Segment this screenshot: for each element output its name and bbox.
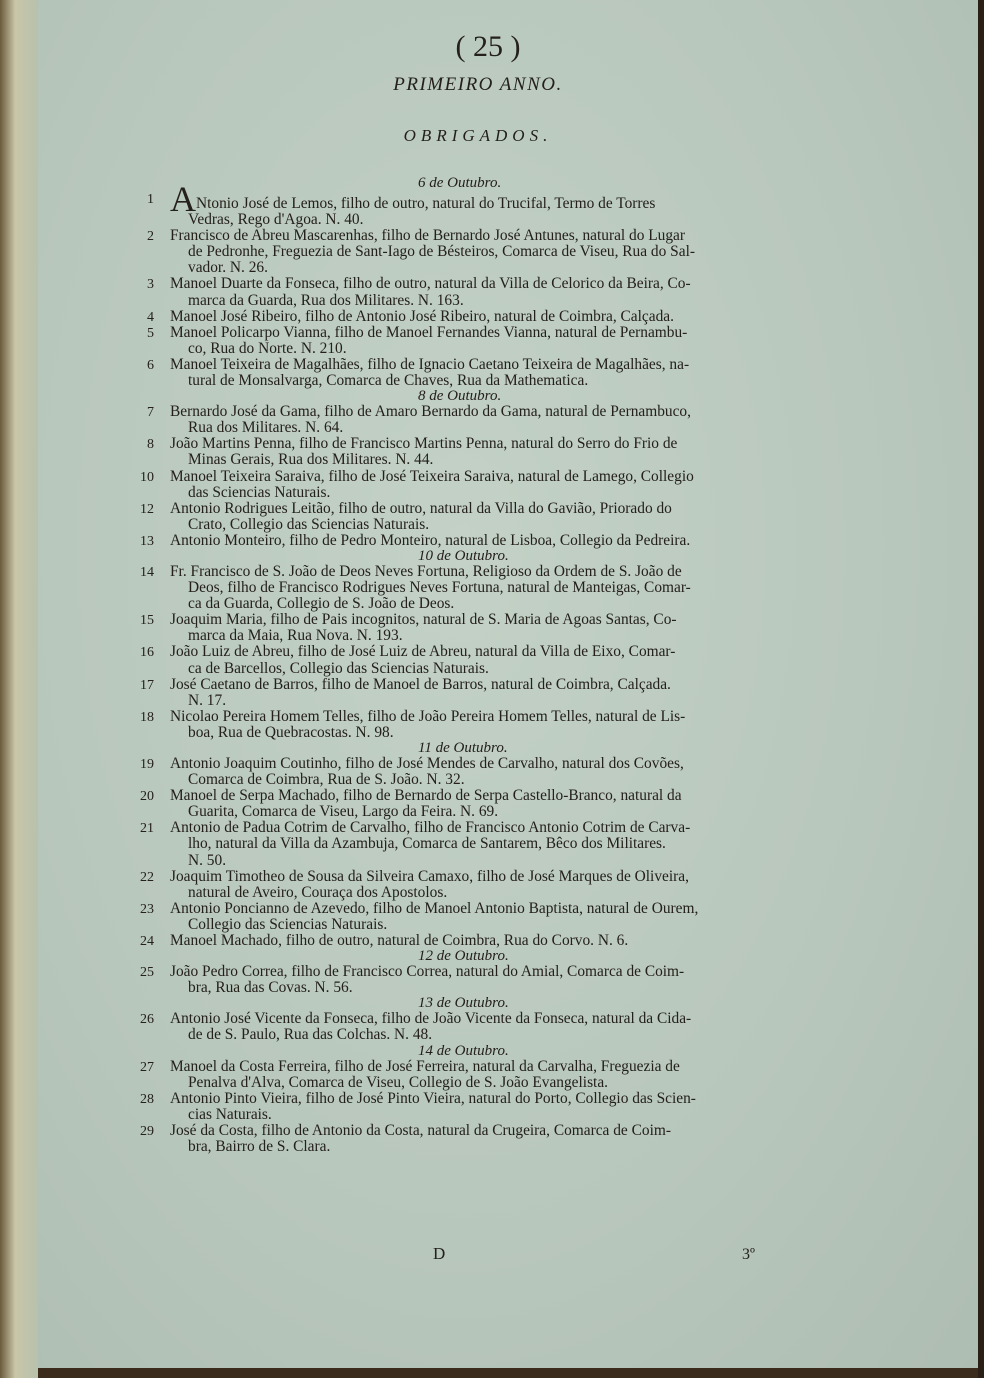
matriculation-entry [38, 501, 978, 533]
book-page [38, 0, 978, 1368]
matriculation-entry [38, 709, 978, 741]
entry-number: 24 [140, 934, 154, 950]
entry-line: Comarca de Coimbra, Rua de S. João. N. 32. [188, 771, 465, 789]
entry-line: Francisco de Abreu Mascarenhas, filho de Bernardo José Antunes, natural do Lugar [170, 227, 686, 245]
drop-cap-letter: A [170, 179, 196, 219]
matriculation-entry [38, 644, 978, 676]
entry-line: Manoel da Costa Ferreira, filho de José Ferreira, natural da Carvalha, Freguezia de [170, 1057, 680, 1075]
entry-line: Fr. Francisco de S. João de Deos Neves Fortuna, Religioso da Ordem de S. João de [170, 562, 682, 580]
entry-line: João Martins Penna, filho de Francisco Martins Penna, natural do Serro do Frio de [170, 435, 678, 453]
entry-line: N. 17. [188, 691, 227, 709]
matriculation-entry [38, 564, 978, 612]
entry-number: 19 [140, 757, 154, 772]
date-heading: 10 de Outubro. [418, 547, 509, 564]
matriculation-entry [38, 933, 978, 949]
entry-line: Manoel Policarpo Vianna, filho de Manoel Fernandes Vianna, natural de Pernambu- [170, 323, 688, 341]
entries-list [38, 176, 978, 1155]
matriculation-entry [38, 309, 978, 325]
entry-line: Manoel Teixeira Saraiva, filho de José Teixeira Saraiva, natural de Lamego, Collegio [170, 467, 694, 485]
entry-line: Nicolao Pereira Homem Telles, filho de João Pereira Homem Telles, natural de Lis- [170, 707, 686, 725]
matriculation-entry [38, 533, 978, 549]
entry-line: Antonio José Vicente da Fonseca, filho de João Vicente da Fonseca, natural da Cida- [170, 1010, 692, 1028]
entry-number: 21 [140, 821, 154, 837]
entry-line: N. 50. [188, 851, 227, 869]
entry-line: de de S. Paulo, Rua das Colchas. N. 48. [188, 1026, 433, 1044]
entry-number: 10 [140, 469, 154, 485]
entry-line: ANtonio José de Lemos, filho de outro, natural do Trucifal, Termo de Torres [170, 179, 656, 219]
entry-line: Penalva d'Alva, Comarca de Viseu, Collegio de S. João Evangelista. [188, 1073, 609, 1091]
entry-line: Antonio Rodrigues Leitão, filho de outro, natural da Villa do Gavião, Priorado do [170, 499, 672, 517]
entry-line: lho, natural da Villa da Azambuja, Comarca de Santarem, Bêco dos Militares. [188, 835, 666, 853]
matriculation-entry [38, 1091, 978, 1123]
signature-mark: D [433, 1244, 446, 1263]
matriculation-entry [38, 1059, 978, 1091]
entry-number: 29 [140, 1123, 154, 1139]
entry-number: 23 [140, 901, 154, 917]
entry-line: Collegio das Sciencias Naturais. [188, 915, 388, 933]
entry-line: Joaquim Timotheo de Sousa da Silveira Camaxo, filho de José Marques de Oliveira, [170, 867, 689, 885]
date-heading: 8 de Outubro. [418, 388, 502, 405]
entry-line: Manoel Machado, filho de outro, natural de Coimbra, Rua do Corvo. N. 6. [170, 932, 629, 950]
heading-section: OBRIGADOS. [403, 126, 553, 145]
book-binding-edge [0, 0, 38, 1378]
entry-line: Joaquim Maria, filho de Pais incognitos, natural de S. Maria de Agoas Santas, Co- [170, 611, 677, 629]
matriculation-entry [38, 325, 978, 357]
entry-number: 17 [140, 677, 154, 693]
entry-number: 8 [147, 437, 154, 453]
matriculation-entry [38, 469, 978, 501]
entry-number: 5 [147, 325, 154, 341]
entry-line: Minas Gerais, Rua dos Militares. N. 44. [188, 451, 434, 469]
entry-line: vador. N. 26. [188, 259, 268, 277]
entry-number: 20 [140, 789, 154, 805]
entry-number: 15 [140, 613, 154, 629]
entry-line: Antonio Poncianno de Azevedo, filho de Manoel Antonio Baptista, natural de Ourem, [170, 899, 699, 917]
entry-number: 25 [140, 965, 154, 981]
date-heading: 12 de Outubro. [418, 948, 509, 965]
entry-number: 4 [147, 309, 154, 325]
entry-line: Manoel Duarte da Fonseca, filho de outro, natural da Villa de Celorico da Beira, Co- [170, 275, 691, 293]
entry-number: 28 [140, 1091, 154, 1107]
entry-line: Deos, filho de Francisco Rodrigues Neves Fortuna, natural de Manteigas, Comar- [188, 579, 691, 597]
entry-number: 13 [140, 533, 154, 549]
catchword: 3º [742, 1246, 755, 1263]
entry-number: 6 [147, 357, 154, 373]
matriculation-entry [38, 1123, 978, 1155]
entry-line: bra, Rua das Covas. N. 56. [188, 979, 353, 997]
entry-line: Bernardo José da Gama, filho de Amaro Bernardo da Gama, natural de Pernambuco, [170, 403, 691, 421]
entry-line: das Sciencias Naturais. [188, 483, 331, 501]
entry-number: 26 [140, 1012, 154, 1028]
entry-line: Vedras, Rego d'Agoa. N. 40. [188, 211, 364, 229]
matriculation-entry [38, 404, 978, 436]
entry-line: cias Naturais. [188, 1105, 272, 1123]
entry-line: natural de Aveiro, Couraça dos Apostolos. [188, 883, 448, 901]
entry-line: Antonio de Padua Cotrim de Carvalho, filho de Francisco Antonio Cotrim de Carva- [170, 819, 691, 837]
entry-line: Antonio Joaquim Coutinho, filho de José Mendes de Carvalho, natural dos Covões, [170, 755, 684, 772]
matriculation-entry [38, 357, 978, 389]
entry-line: marca da Guarda, Rua dos Militares. N. 163. [188, 291, 464, 309]
matriculation-entry [38, 276, 978, 308]
matriculation-entry [38, 901, 978, 933]
matriculation-entry [38, 436, 978, 468]
entry-line: Manoel José Ribeiro, filho de Antonio José Ribeiro, natural de Coimbra, Calçada. [170, 307, 674, 325]
entry-number: 2 [147, 229, 154, 245]
entry-number: 16 [140, 645, 154, 661]
entry-line: Manoel de Serpa Machado, filho de Bernardo de Serpa Castello-Branco, natural da [170, 787, 682, 805]
matriculation-entry [38, 788, 978, 820]
entry-line: ca de Barcellos, Collegio das Sciencias Naturais. [188, 659, 489, 677]
entry-line: bra, Bairro de S. Clara. [188, 1137, 331, 1155]
entry-number: 27 [140, 1059, 154, 1075]
date-heading: 14 de Outubro. [418, 1042, 509, 1059]
entry-line: marca da Maia, Rua Nova. N. 193. [188, 627, 403, 645]
entry-number: 7 [147, 405, 154, 421]
entry-number: 3 [147, 277, 154, 293]
entry-line: Guarita, Comarca de Viseu, Largo da Feira. N. 69. [188, 803, 499, 821]
entry-line: Antonio Monteiro, filho de Pedro Monteiro, natural de Lisboa, Collegio da Pedreira. [170, 531, 691, 549]
entry-line: José Caetano de Barros, filho de Manoel de Barros, natural de Coimbra, Calçada. [170, 675, 671, 693]
entry-number: 14 [140, 564, 154, 580]
entry-line: João Pedro Correa, filho de Francisco Correa, natural do Amial, Comarca de Coim- [170, 963, 685, 981]
entry-line: tural de Monsalvarga, Comarca de Chaves, Rua da Mathematica. [188, 372, 589, 390]
entry-line: ca da Guarda, Collegio de S. João de Deos. [188, 595, 455, 613]
matriculation-entry [38, 228, 978, 276]
page-right-edge [978, 0, 984, 1378]
matriculation-entry [38, 612, 978, 644]
date-heading: 11 de Outubro. [418, 740, 508, 756]
entry-number: 12 [140, 501, 154, 517]
entry-line: José da Costa, filho de Antonio da Costa, natural da Crugeira, Comarca de Coim- [170, 1121, 671, 1139]
matriculation-entry [38, 964, 978, 996]
date-heading: 6 de Outubro. [418, 175, 502, 191]
page-number: ( 25 ) [455, 30, 521, 63]
matriculation-entry [38, 677, 978, 709]
date-heading: 13 de Outubro. [418, 995, 509, 1012]
entry-line: co, Rua do Norte. N. 210. [188, 339, 347, 357]
entry-line: Rua dos Militares. N. 64. [188, 419, 344, 437]
matriculation-entry [38, 1011, 978, 1043]
entry-line: João Luiz de Abreu, filho de José Luiz de Abreu, natural da Villa de Eixo, Comar- [170, 643, 676, 661]
matriculation-entry [38, 756, 978, 788]
entry-line: Antonio Pinto Vieira, filho de José Pinto Vieira, natural do Porto, Collegio das Scien- [170, 1089, 696, 1107]
heading-year: PRIMEIRO ANNO. [393, 74, 563, 95]
entry-line: Crato, Collegio das Sciencias Naturais. [188, 515, 430, 533]
entry-number: 22 [140, 869, 154, 885]
entry-line: boa, Rua de Quebracostas. N. 98. [188, 723, 394, 741]
matriculation-entry [38, 869, 978, 901]
entry-number: 18 [140, 709, 154, 725]
entry-line: Manoel Teixeira de Magalhães, filho de Ignacio Caetano Teixeira de Magalhães, na- [170, 355, 690, 373]
entry-line: de Pedronhe, Freguezia de Sant-Iago de Bésteiros, Comarca de Viseu, Rua do Sal- [188, 243, 695, 261]
entry-number: 1 [147, 192, 154, 207]
matriculation-entry [38, 820, 978, 868]
